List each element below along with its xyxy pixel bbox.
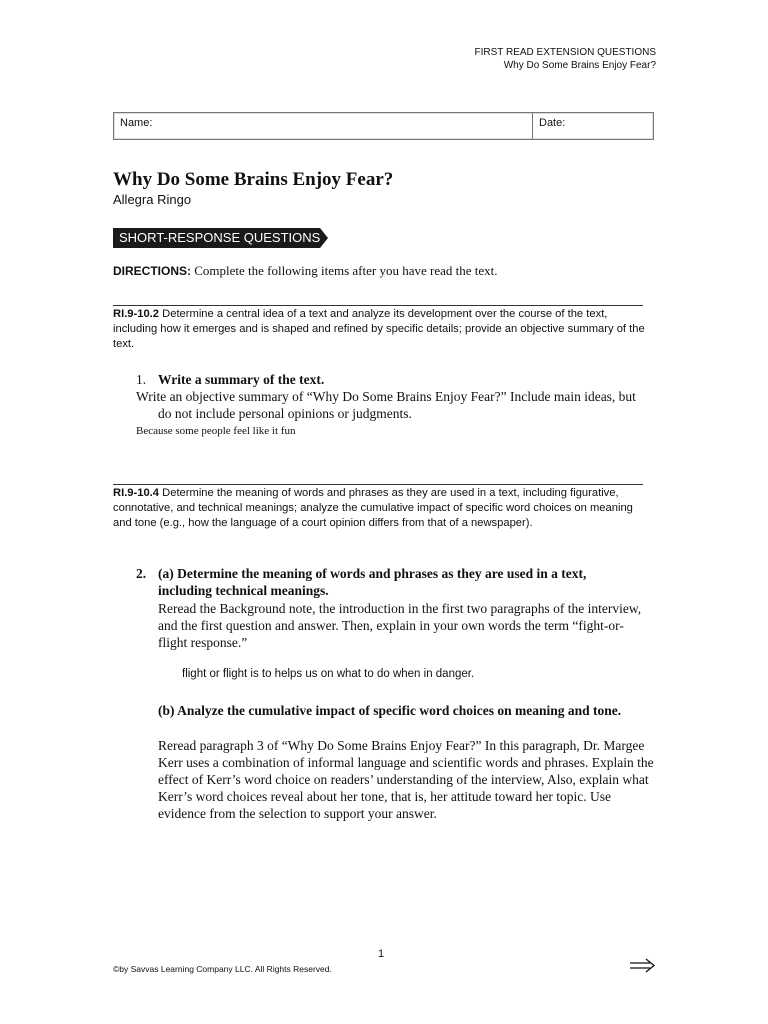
header-selection-title: Why Do Some Brains Enjoy Fear? [503,60,656,71]
question-1-number: 1. [136,372,147,387]
name-date-box [113,112,654,140]
question-2-number: 2. [136,566,147,581]
date-label: Date: [539,117,566,129]
author-name: Allegra Ringo [113,192,192,207]
section-tag [113,228,329,248]
standard-code: RI.9-10.2 [113,308,160,320]
question-2b-prompt: Reread paragraph 3 of “Why Do Some Brains Enjoy Fear?” In this paragraph, Dr. Margee Kerr uses a combination of informal language and scientific words and phrases. Explain the effect of Kerr’s word choice on readers’ understanding of the interview, Also, explain what Kerr’s word choices reveal about her tone, that is, her attitude toward her topic. Use evidence from the selection to support your answer. [158,738,654,821]
page-number: 1 [378,948,385,960]
page-title: Why Do Some Brains Enjoy Fear? [113,169,394,190]
divider-rule [113,305,643,306]
standard-code: RI.9-10.4 [113,487,160,499]
directions-text: Complete the following items after you have read the text. [194,263,498,278]
question-2a-heading: (a) Determine the meaning of words and phrases as they are used in a text, including technical meanings. [158,566,587,598]
question-2a-answer[interactable]: flight or flight is to helps us on what to do when in danger. [182,668,475,680]
question-2a-prompt: Reread the Background note, the introduction in the first two paragraphs of the interview, and the first question and answer. Then, explain in your own words the term “fight-or-flight response.” [158,601,642,650]
question-1-heading: Write a summary of the text. [158,372,325,387]
section-tag-label: SHORT-RESPONSE QUESTIONS [119,230,321,245]
divider-rule [113,484,643,485]
double-arrow-right-icon[interactable] [630,958,656,979]
date-field[interactable] [533,113,653,139]
standard-text: Determine a central idea of a text and analyze its development over the course of the text, including how it emerges and is shaped and refined by specific details; provide an objective summary of the text. [113,308,645,350]
standard-text: Determine the meaning of words and phrases as they are used in a text, including figurative, connotative, and technical meanings; analyze the cumulative impact of specific word choices on meaning and tone (e.g., how the language of a court opinion differs from that of a newspaper). [113,487,633,529]
question-2b-heading: (b) Analyze the cumulative impact of specific word choices on meaning and tone. [158,703,622,718]
running-header [474,46,656,72]
standard-ri-9-10-2 [113,307,653,352]
question-1-prompt: Write an objective summary of “Why Do Some Brains Enjoy Fear?” Include main ideas, but do not include personal opinions or judgments. [136,389,636,421]
name-field[interactable] [114,113,532,139]
copyright-notice: ©by Savvas Learning Company LLC. All Rights Reserved. [113,964,332,974]
directions [113,263,498,279]
header-section-title: FIRST READ EXTENSION QUESTIONS [474,47,656,58]
name-label: Name: [120,117,153,129]
standard-ri-9-10-4 [113,486,653,531]
directions-label: DIRECTIONS: [113,264,191,278]
question-1-answer[interactable]: Because some people feel like it fun [136,425,296,437]
